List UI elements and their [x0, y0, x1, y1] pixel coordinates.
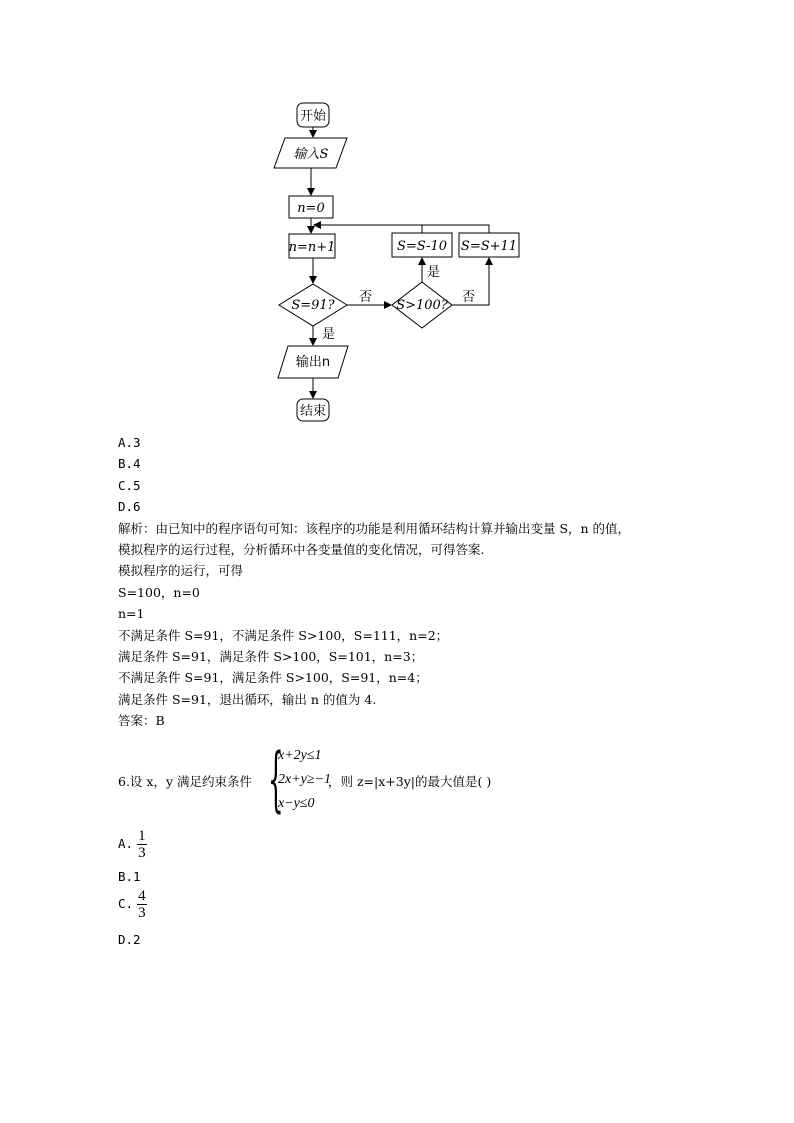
constraint-2: 2x+y≥−1: [278, 772, 332, 787]
init-label: n=0: [297, 201, 325, 216]
q6-option-d: D.2: [118, 932, 141, 947]
constraint-3: x−y≤0: [278, 796, 315, 811]
analysis-line: 解析：由已知中的程序语句可知：该程序的功能是利用循环结构计算并输出变量 S，n 的值，: [118, 520, 631, 536]
analysis-line: 满足条件 S=91，退出循环，输出 n 的值为 4.: [118, 691, 377, 707]
sub-label: S=S-10: [396, 239, 448, 254]
brace-symbol: {: [268, 738, 284, 820]
answer-line: 答案：B: [118, 713, 165, 729]
add-label: S=S+11: [460, 239, 518, 254]
q6-option-b: B.1: [118, 869, 141, 884]
start-label: 开始: [299, 109, 327, 124]
fraction-numerator: 4: [138, 888, 146, 904]
q5-option-a: A.3: [118, 435, 141, 450]
q5-answer-block: [118, 432, 630, 731]
q5-option-d: D.6: [118, 499, 141, 515]
analysis-line: S=100，n=0: [118, 584, 200, 600]
flowchart: [0, 0, 794, 430]
no-label-cond1: 否: [359, 290, 373, 305]
q6-question-tail: ，则 z=|x+3y|的最大值是( ): [328, 774, 492, 789]
q6-option-c-label: C.: [118, 896, 134, 911]
increment-label: n=n+1: [288, 240, 336, 255]
analysis-line: n=1: [118, 606, 145, 622]
constraint-system: [278, 744, 331, 816]
fraction: [137, 888, 147, 921]
fraction-denominator: 3: [138, 845, 146, 861]
analysis-line: 模拟程序的运行，可得: [118, 563, 244, 579]
analysis-line: 模拟程序的运行过程，分析循环中各变量值的变化情况，可得答案.: [118, 541, 485, 557]
analysis-line: 满足条件 S=91，满足条件 S>100，S=101，n=3；: [118, 648, 424, 664]
input-label: 输入S: [293, 147, 329, 162]
yes-label-cond1: 是: [322, 327, 336, 342]
q5-option-c: C.5: [118, 477, 141, 493]
q5-option-b: B.4: [118, 456, 141, 472]
q6-option-c: [118, 888, 147, 921]
yes-label-cond2: 是: [427, 265, 441, 280]
fraction-denominator: 3: [138, 905, 146, 921]
q6-option-a: [118, 828, 147, 861]
cond2-label: S>100?: [396, 298, 448, 313]
q6-option-a-label: A.: [118, 836, 134, 851]
analysis-line: 不满足条件 S=91，满足条件 S>100，S=91，n=4；: [118, 670, 428, 686]
cond1-label: S=91?: [291, 298, 335, 313]
fraction-numerator: 1: [138, 828, 146, 844]
constraint-1: x+2y≤1: [278, 748, 322, 763]
q6-stem: 6.设 x，y 满足约束条件: [118, 774, 252, 789]
no-label-cond2: 否: [462, 290, 476, 305]
output-label: 输出n: [295, 355, 331, 370]
end-label: 结束: [299, 404, 327, 419]
analysis-line: 不满足条件 S=91，不满足条件 S>100，S=111，n=2；: [118, 627, 449, 643]
fraction: [137, 828, 147, 861]
